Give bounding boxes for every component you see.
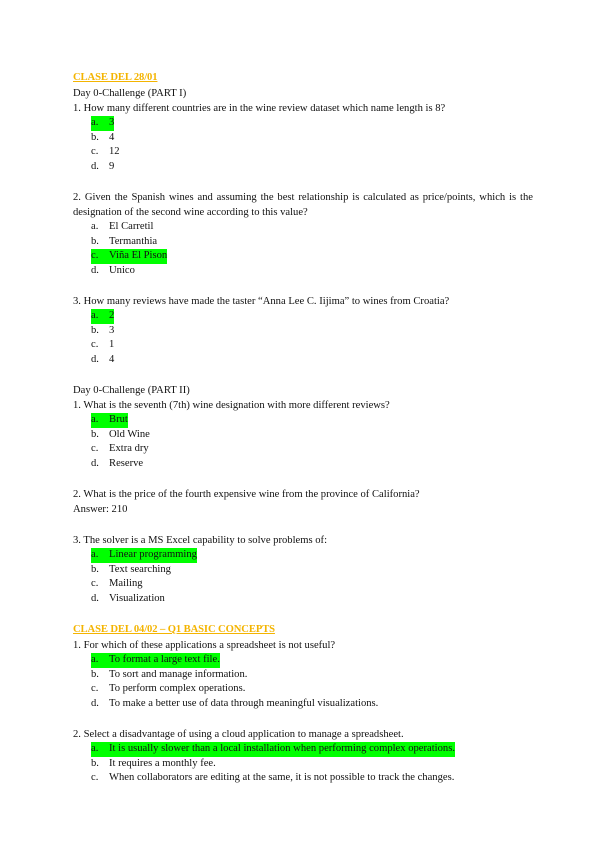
question-text: 3. The solver is a MS Excel capability to solve problems of: (73, 535, 328, 546)
part2-title: Day 0-Challenge (PART II) (73, 385, 190, 396)
option-letter: d. (91, 160, 99, 172)
question-text: 1. What is the seventh (7th) wine designation with more different reviews? (73, 400, 390, 411)
option-letter: d. (91, 353, 99, 365)
answer-option (91, 653, 533, 668)
option-letter: a. (91, 548, 109, 563)
answer-option (91, 116, 533, 131)
option-text: 3 (109, 324, 115, 336)
option-letter: a. (91, 309, 109, 324)
answer-option (91, 145, 533, 160)
answer-option (91, 413, 533, 428)
options-list (73, 116, 533, 174)
option-letter: c. (91, 443, 99, 454)
option-text-highlighted: 2 (109, 309, 114, 324)
option-text-highlighted: Brut (109, 413, 128, 428)
option-text: Old Wine (109, 428, 150, 440)
option-text: 1 (109, 339, 115, 350)
option-text: 4 (109, 131, 115, 143)
section-heading-2801: CLASE DEL 28/01 (73, 72, 158, 83)
option-letter: b. (91, 428, 99, 440)
answer-option (91, 442, 533, 457)
option-letter: a. (91, 116, 109, 131)
option-text-highlighted: 3 (109, 116, 114, 131)
option-letter: b. (91, 131, 99, 143)
answer-option (91, 338, 533, 353)
answer-option (91, 324, 533, 339)
answer-option (91, 577, 533, 592)
option-text: To make a better use of data through meaningful visualizations. (109, 697, 379, 709)
option-text: Text searching (109, 563, 171, 575)
answer-option (91, 353, 533, 368)
option-letter: c. (91, 146, 99, 157)
options-list (73, 309, 533, 367)
option-letter: c. (91, 683, 99, 694)
section-heading-0402: CLASE DEL 04/02 – Q1 BASIC CONCEPTS (73, 624, 275, 635)
option-letter: b. (91, 668, 99, 680)
option-letter: c. (91, 249, 109, 264)
answer-option (91, 457, 533, 472)
option-text-highlighted: Viña El Pison (109, 249, 167, 264)
answer-option (91, 592, 533, 607)
document-content (73, 70, 533, 786)
option-text: 12 (109, 146, 120, 157)
answer-option (91, 220, 533, 235)
question-text: 1. How many different countries are in the wine review dataset which name length is 8? (73, 103, 446, 114)
option-letter: d. (91, 264, 99, 276)
options-list (73, 548, 533, 606)
option-letter: a. (91, 653, 109, 668)
answer-option (91, 264, 533, 279)
answer-option (91, 697, 533, 712)
question-text: 3. How many reviews have made the taster “Anna Lee C. Iijima” to wines from Croatia? (73, 296, 450, 307)
option-letter: a. (91, 413, 109, 428)
answer-text: Answer: 210 (73, 504, 128, 515)
option-text: Extra dry (109, 443, 149, 454)
option-letter: a. (91, 221, 99, 232)
option-text: Mailing (109, 578, 143, 589)
answer-option (91, 131, 533, 146)
answer-option (91, 548, 533, 563)
question-text: 2. Given the Spanish wines and assuming the best relationship is calculated as price/points, which is the designation of the second wine according to this value? (73, 192, 533, 218)
option-text-highlighted: Linear programming (109, 548, 197, 563)
answer-option (91, 668, 533, 683)
answer-option (91, 757, 533, 772)
option-text: Unico (109, 264, 135, 276)
option-letter: b. (91, 563, 99, 575)
option-letter: b. (91, 235, 99, 247)
answer-option (91, 160, 533, 175)
option-text: El Carretil (109, 221, 154, 232)
option-text-highlighted: To format a large text file. (109, 653, 220, 668)
answer-option (91, 428, 533, 443)
option-letter: d. (91, 592, 99, 604)
answer-option (91, 742, 533, 757)
option-text-highlighted: It is usually slower than a local installation when performing complex operations. (109, 742, 455, 757)
option-text: Termanthia (109, 235, 158, 247)
part1-title: Day 0-Challenge (PART I) (73, 88, 187, 99)
option-text: To sort and manage information. (109, 668, 248, 680)
option-letter: d. (91, 457, 99, 469)
options-list (73, 413, 533, 471)
option-letter: d. (91, 697, 99, 709)
options-list (73, 220, 533, 278)
answer-option (91, 563, 533, 578)
answer-option (91, 309, 533, 324)
option-letter: c. (91, 578, 99, 589)
answer-option (91, 249, 533, 264)
question-text: 1. For which of these applications a spreadsheet is not useful? (73, 640, 336, 651)
option-text: It requires a monthly fee. (109, 757, 216, 769)
answer-option (91, 235, 533, 250)
option-letter: c. (91, 772, 99, 783)
option-text: Reserve (109, 457, 144, 469)
option-text: 4 (109, 353, 115, 365)
answer-option (91, 682, 533, 697)
question-text: 2. What is the price of the fourth expensive wine from the province of California? (73, 489, 420, 500)
option-text: Visualization (109, 592, 165, 604)
option-letter: b. (91, 324, 99, 336)
options-list (73, 653, 533, 711)
question-text: 2. Select a disadvantage of using a cloud application to manage a spreadsheet. (73, 729, 404, 740)
option-letter: a. (91, 742, 109, 757)
option-text: When collaborators are editing at the same, it is not possible to track the changes. (109, 772, 455, 783)
option-letter: b. (91, 757, 99, 769)
options-list (73, 742, 533, 786)
answer-option (91, 771, 533, 786)
option-text: To perform complex operations. (109, 683, 246, 694)
option-letter: c. (91, 339, 99, 350)
option-text: 9 (109, 160, 115, 172)
